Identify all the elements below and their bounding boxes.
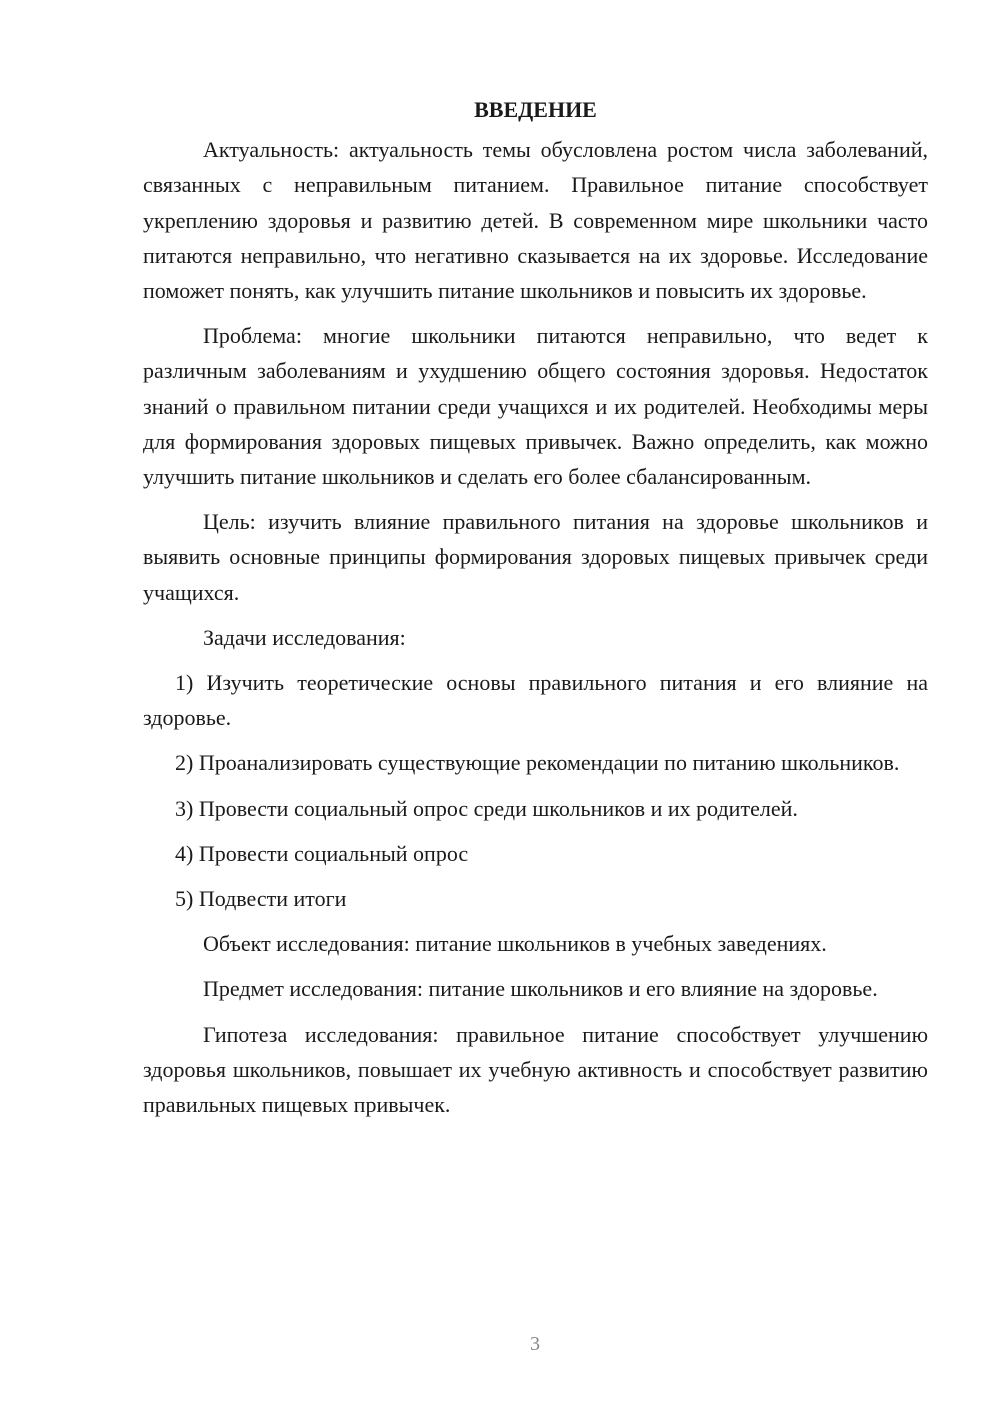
tasks-heading: Задачи исследования: xyxy=(203,624,406,650)
task-item-4: 4) Провести социальный опрос xyxy=(175,840,469,866)
task-item-2: 2) Проанализировать существующие рекомендации по питанию школьников. xyxy=(175,750,900,776)
document-page xyxy=(143,92,928,1132)
task-item-3: 3) Провести социальный опрос среди школьников и их родителей. xyxy=(175,795,798,821)
subject-paragraph: Предмет исследования: питание школьников и его влияние на здоровье. xyxy=(203,976,878,1002)
hypothesis-paragraph: Гипотеза исследования: правильное питание способствует улучшению здоровья школьников, повышает их учебную активность и способствует развитию правильных пищевых привычек. xyxy=(143,1021,928,1118)
task-item-1: 1) Изучить теоретические основы правильного питания и его влияние на здоровье. xyxy=(143,670,928,731)
object-paragraph: Объект исследования: питание школьников в учебных заведениях. xyxy=(203,931,827,957)
problem-paragraph: Проблема: многие школьники питаются неправильно, что ведет к различным заболеваниям и ухудшению общего состояния здоровья. Недостаток знаний о правильном питании среди учащихся и их родителей. Необходимы меры для формирования здоровых пищевых привычек. Важно определить, как можно улучшить питание школьников и сделать его более сбалансированным. xyxy=(143,323,928,490)
goal-paragraph: Цель: изучить влияние правильного питания на здоровье школьников и выявить основные принципы формирования здоровых пищевых привычек среди учащихся. xyxy=(143,509,928,605)
relevance-paragraph: Актуальность: актуальность темы обусловлена ростом числа заболеваний, связанных с неправильным питанием. Правильное питание способствует укреплению здоровья и развитию детей. В современном мире школьники часто питаются неправильно, что негативно сказывается на их здоровье. Исследование поможет понять, как улучшить питание школьников и повысить их здоровье. xyxy=(143,137,928,304)
section-title: ВВЕДЕНИЕ xyxy=(474,97,597,122)
task-item-5: 5) Подвести итоги xyxy=(175,886,347,912)
page-number: 3 xyxy=(530,1333,540,1355)
